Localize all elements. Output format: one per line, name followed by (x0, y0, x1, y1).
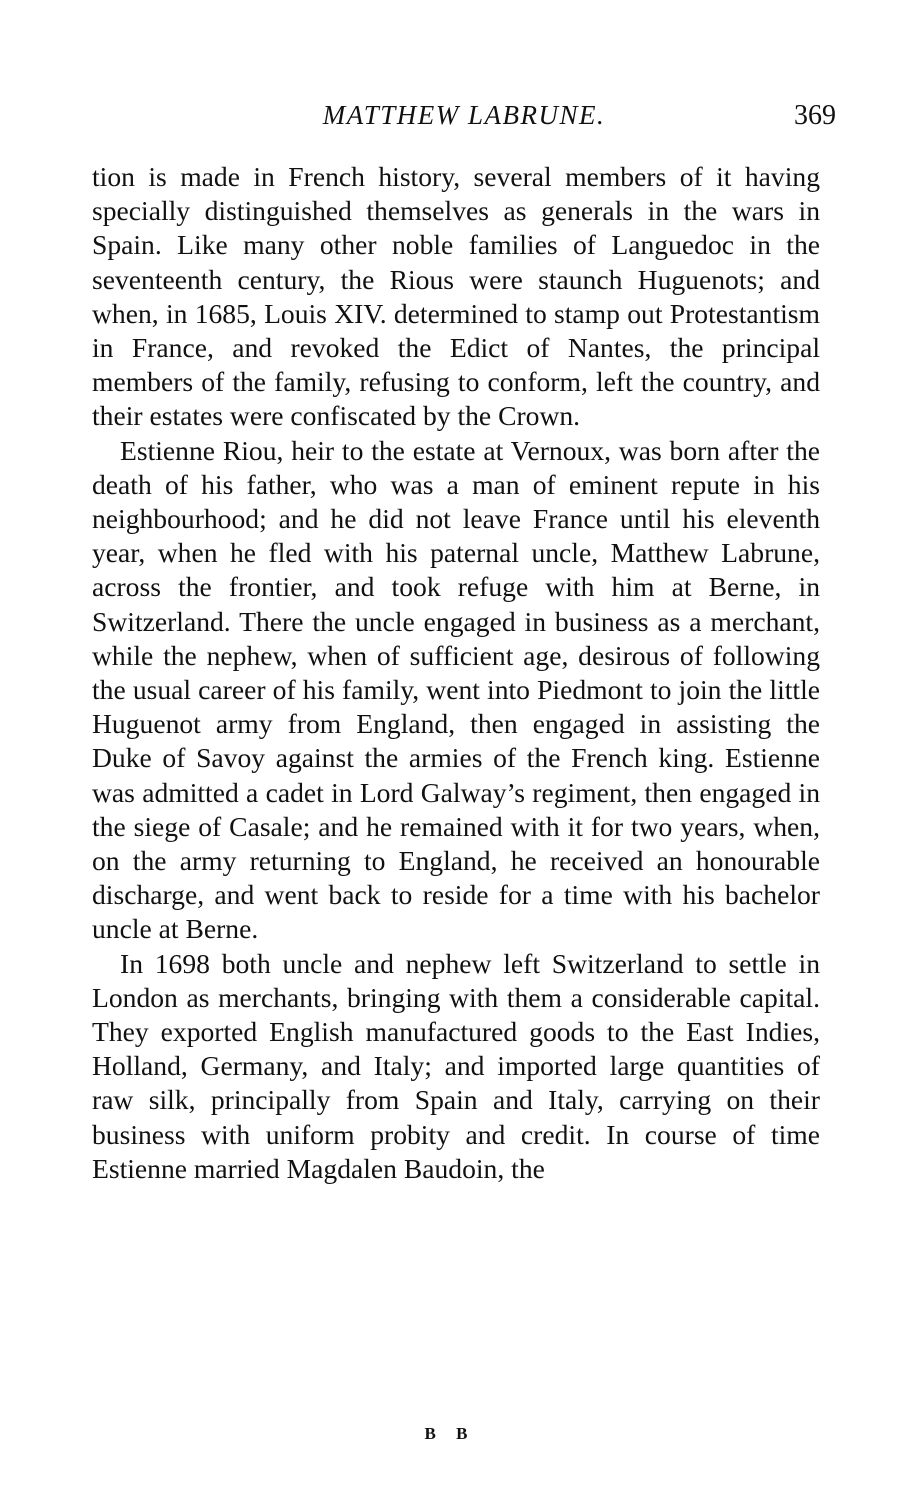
running-head (92, 98, 836, 138)
page-number: 369 (794, 100, 836, 131)
paragraph: Estienne Riou, heir to the estate at Vernoux, was born after the death of his father, who was a man of eminent repute in his neighbourhood; and he did not leave France until his eleventh year, when he fled with his paternal uncle, Matthew Labrune, across the frontier, and took refuge with him at Berne, in Switzerland. There the uncle engaged in business as a merchant, while the nephew, when of sufficient age, desirous of following the usual career of his family, went into Piedmont to join the little Huguenot army from England, then engaged in assisting the Duke of Savoy against the armies of the French king. Estienne was admitted a cadet in Lord Galway’s regiment, then engaged in the siege of Casale; and he remained with it for two years, when, on the army returning to England, he received an honourable discharge, and went back to reside for a time with his bachelor uncle at Berne. (92, 434, 820, 945)
body-text (92, 160, 820, 1186)
paragraph: In 1698 both uncle and nephew left Switzerland to settle in London as merchants, bringing with them a considerable capital. They exported English manufactured goods to the East Indies, Holland, Germany, and Italy; and imported large quantities of raw silk, principally from Spain and Italy, carrying on their business with uniform probity and credit. In course of time Estienne married Magdalen Baudoin, the (92, 947, 820, 1184)
paragraph-continued: tion is made in French history, several members of it having specially distinguished themselves as generals in the wars in Spain. Like many other noble families of Languedoc in the seventeenth century, the Rious were staunch Huguenots; and when, in 1685, Louis XIV. determined to stamp out Protestantism in France, and revoked the Edict of Nantes, the principal members of the family, refusing to conform, left the country, and their estates were confiscated by the Crown. (92, 161, 820, 432)
running-title: MATTHEW LABRUNE. (322, 100, 606, 130)
signature-mark: B B (424, 1424, 476, 1443)
